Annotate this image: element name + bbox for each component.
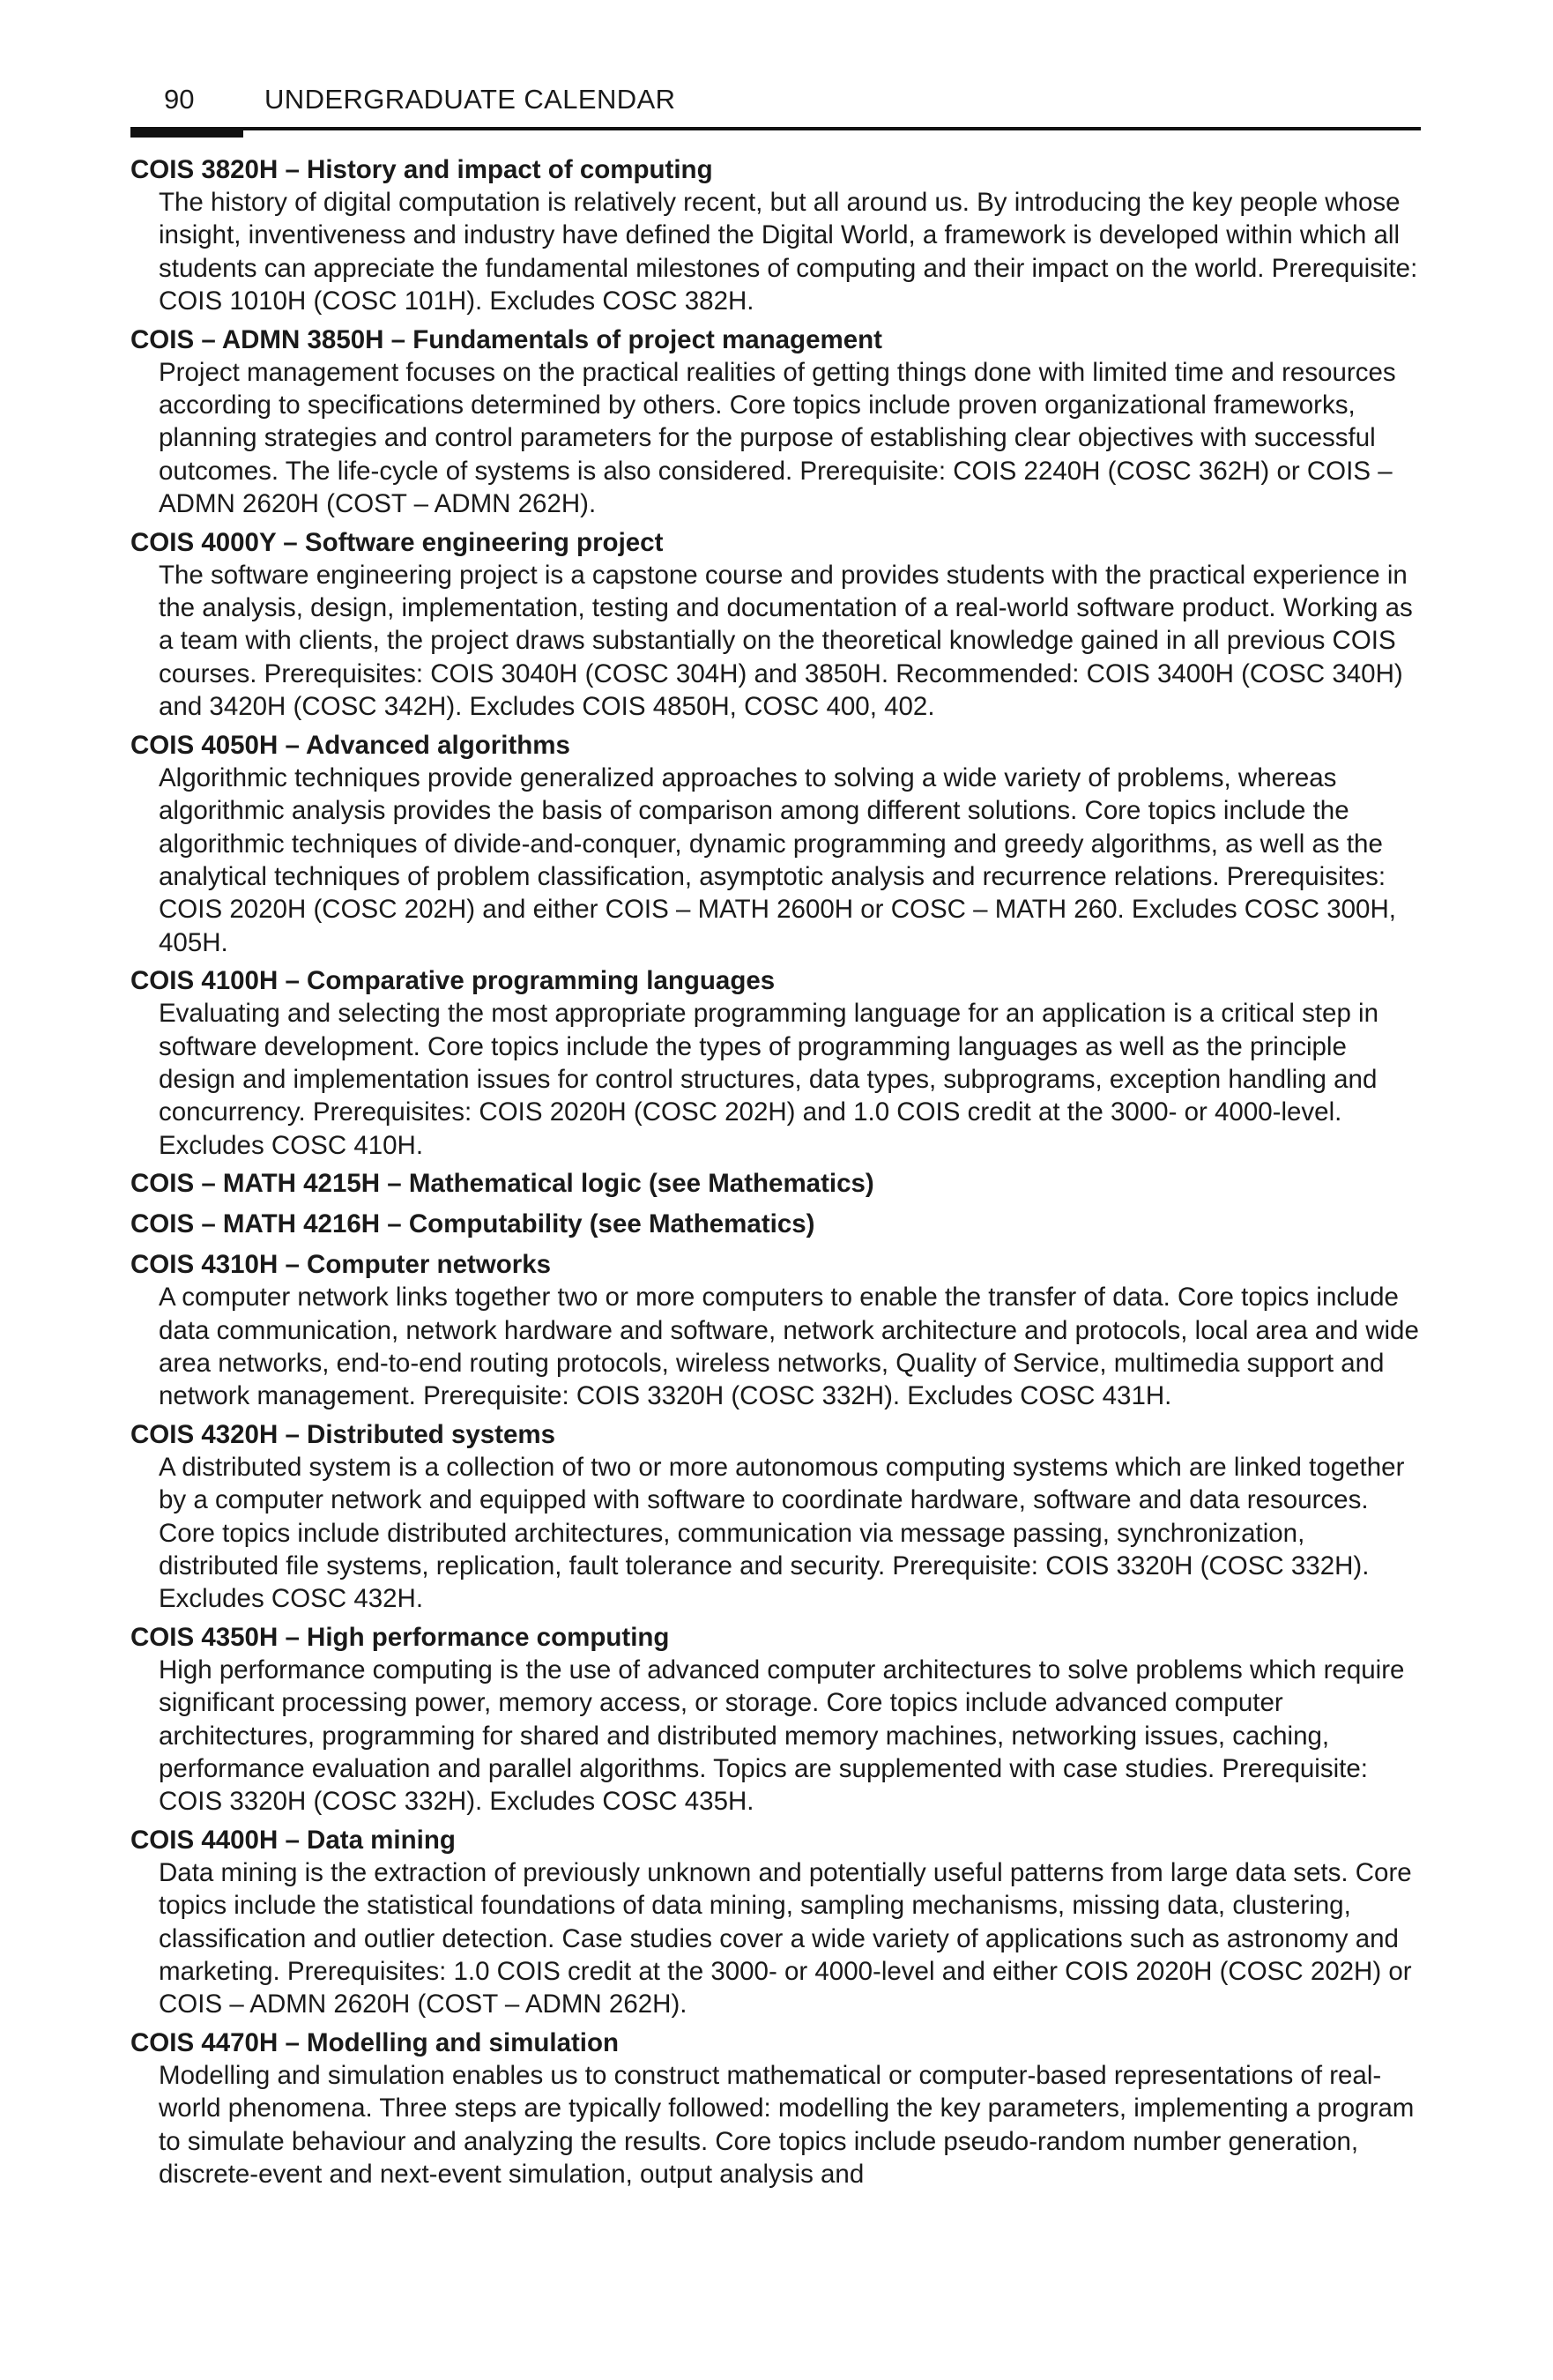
course-title: COIS 4000Y – Software engineering project: [130, 527, 664, 557]
running-header: [130, 76, 1421, 130]
course-entry: [130, 324, 1426, 521]
course-title: COIS 4050H – Advanced algorithms: [130, 730, 570, 760]
course-description: A distributed system is a collection of two or more autonomous computing systems which are linked together by a computer network and equipped with software to coordinate hardware, software and data resources. Core topics include distributed architectures, communication via message passing, synchronization, distributed file systems, replication, fault tolerance and security. Prerequisite: COIS 3320H (COSC 332H). Excludes COSC 432H.: [159, 1452, 1405, 1614]
course-entry: [130, 729, 1426, 959]
course-title: COIS 4100H – Comparative programming languages: [130, 966, 776, 996]
course-entry: [130, 1208, 1426, 1240]
course-description: Data mining is the extraction of previously unknown and potentially useful patterns from large data sets. Core topics include the statistical foundations of data mining, sampling mechanisms, missing data, clustering, classification and outlier detection. Case studies cover a wide variety of applications such as astronomy and marketing. Prerequisites: 1.0 COIS credit at the 3000- or 4000-level and either COIS 2020H (COSC 202H) or COIS – ADMN 2620H (COST – ADMN 262H).: [159, 1857, 1412, 2019]
course-title: COIS 4320H – Distributed systems: [130, 1419, 556, 1449]
running-title: UNDERGRADUATE CALENDAR: [264, 84, 676, 115]
course-description: Project management focuses on the practical realities of getting things done with limited time and resources according to specifications determined by others. Core topics include proven organizational frameworks, planning strategies and control parameters for the purpose of establishing clear objectives with successful outcomes. The life-cycle of systems is also considered. Prerequisite: COIS 2240H (COSC 362H) or COIS – ADMN 2620H (COST – ADMN 262H).: [159, 357, 1396, 519]
course-entry: [130, 1418, 1426, 1616]
course-description: High performance computing is the use of advanced computer architectures to solve problems which require significant processing power, memory access, or storage. Core topics include advanced computer architectures, programming for shared and distributed memory machines, networking issues, caching, performance evaluation and parallel algorithms. Topics are supplemented with case studies. Prerequisite: COIS 3320H (COSC 332H). Excludes COSC 435H.: [159, 1655, 1405, 1817]
page-number: 90: [164, 84, 195, 115]
course-entry: [130, 1824, 1426, 2021]
course-title: COIS 4310H – Computer networks: [130, 1250, 552, 1280]
course-description: Algorithmic techniques provide generalized approaches to solving a wide variety of problems, whereas algorithmic analysis provides the basis of comparison among different solutions. Core topics include the algorithmic techniques of divide-and-conquer, dynamic programming and greedy algorithms, as well as the analytical techniques of problem classification, asymptotic analysis and recurrence relations. Prerequisites: COIS 2020H (COSC 202H) and either COIS – MATH 2600H or COSC – MATH 260. Excludes COSC 300H, 405H.: [159, 762, 1396, 957]
course-description: A computer network links together two or more computers to enable the transfer of data. Core topics include data communication, network hardware and software, network architecture and protocols, local area and wide area networks, end-to-end routing protocols, wireless networks, Quality of Service, multimedia support and network management. Prerequisite: COIS 3320H (COSC 332H). Excludes COSC 431H.: [159, 1283, 1419, 1411]
course-entry: [130, 1248, 1426, 1413]
course-title: COIS – MATH 4216H – Computability (see Mathematics): [130, 1209, 815, 1239]
course-entry: [130, 1621, 1426, 1818]
course-title: COIS – MATH 4215H – Mathematical logic (see Mathematics): [130, 1169, 874, 1199]
course-description: Modelling and simulation enables us to construct mathematical or computer-based representations of real-world phenomena. Three steps are typically followed: modelling the key parameters, implementing a program to simulate behaviour and analyzing the results. Core topics include pseudo-random number generation, discrete-event and next-event simulation, output analysis and: [159, 2060, 1415, 2190]
course-description: The history of digital computation is relatively recent, but all around us. By introducing the key people whose insight, inventiveness and industry have defined the Digital World, a framework is developed within which all students can appreciate the fundamental milestones of computing and their impact on the world. Prerequisite: COIS 1010H (COSC 101H). Excludes COSC 382H.: [159, 188, 1418, 316]
course-entry: [130, 2027, 1426, 2191]
course-title: COIS 3820H – History and impact of computing: [130, 155, 713, 184]
course-entry: [130, 1167, 1426, 1200]
course-entry: [130, 526, 1426, 724]
course-list: [130, 153, 1426, 2197]
course-title: COIS 4470H – Modelling and simulation: [130, 2027, 620, 2057]
course-entry: [130, 153, 1426, 318]
course-description: The software engineering project is a capstone course and provides students with the practical experience in the analysis, design, implementation, testing and documentation of a real-world software product. Working as a team with clients, the project draws substantially on the theoretical knowledge gained in all previous COIS courses. Prerequisites: COIS 3040H (COSC 304H) and 3850H. Recommended: COIS 3400H (COSC 340H) and 3420H (COSC 342H). Excludes COIS 4850H, COSC 400, 402.: [159, 560, 1413, 722]
course-entry: [130, 964, 1426, 1162]
header-rule-bar: [130, 127, 243, 138]
course-title: COIS – ADMN 3850H – Fundamentals of project management: [130, 324, 882, 354]
course-title: COIS 4350H – High performance computing: [130, 1622, 670, 1652]
course-title: COIS 4400H – Data mining: [130, 1825, 456, 1855]
course-description: Evaluating and selecting the most appropriate programming language for an application is a critical step in software development. Core topics include the types of programming languages as well as the principle design and implementation issues for control structures, data types, subprograms, exception handling and concurrency. Prerequisites: COIS 2020H (COSC 202H) and 1.0 COIS credit at the 3000- or 4000-level. Excludes COSC 410H.: [159, 999, 1379, 1160]
